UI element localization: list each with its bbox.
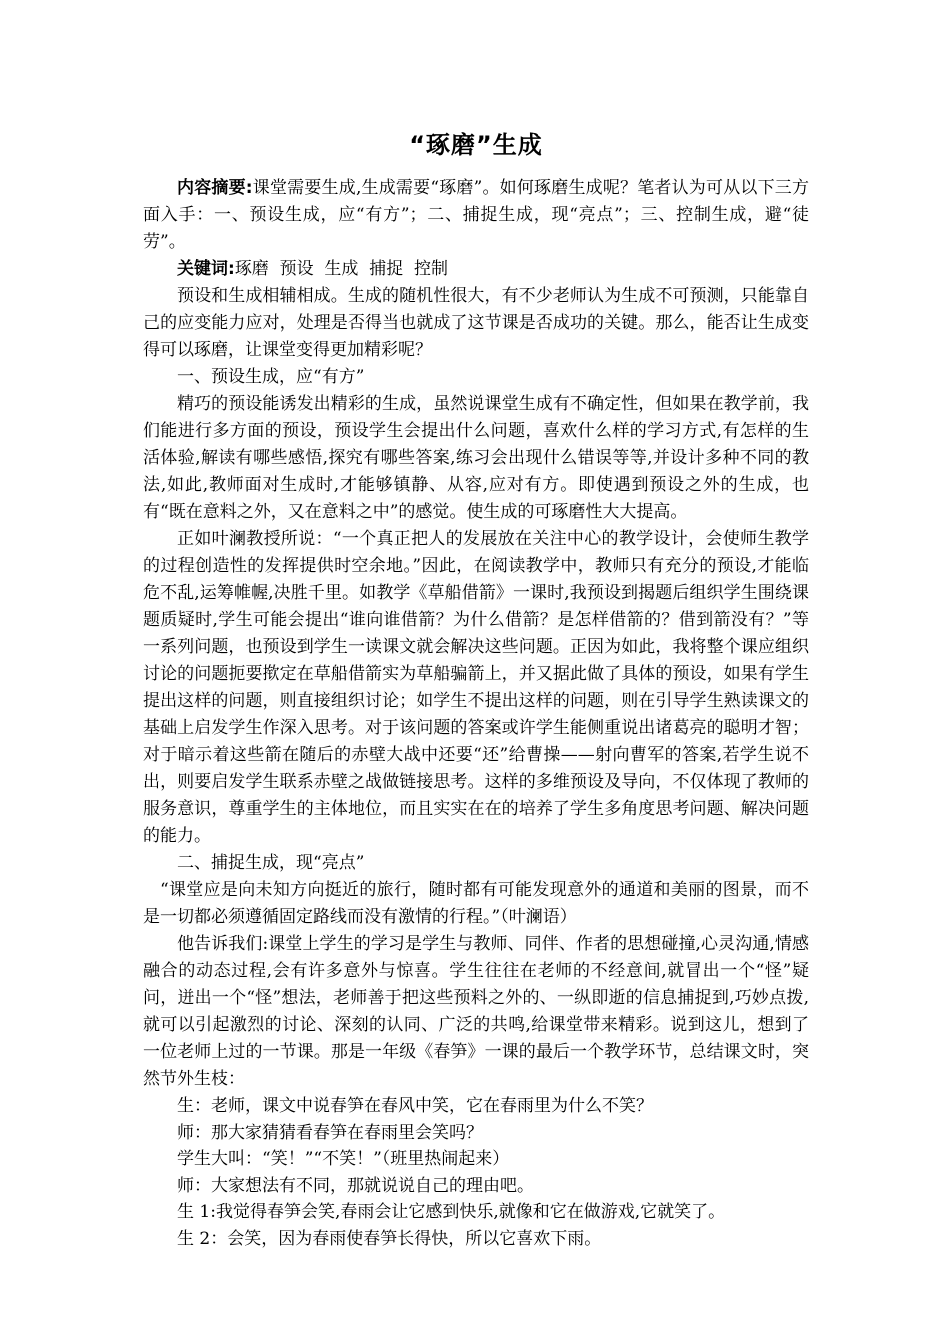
dialog-line: 生 1:我觉得春笋会笑,春雨会让它感到快乐,就像和它在做游戏,它就笑了。 (177, 1202, 726, 1223)
section1-paragraph-2: 正如叶澜教授所说：“一个真正把人的发展放在关注中心的教学设计，会使师生教学的过程创造性的发挥提供时空余地。”因此，在阅读教学中，教师只有充分的预设,才能临危不乱,运筹帷幄,决胜千里。如教学《草船借箭》一课时,我预设到揭题后组织学生围绕课题质疑时,学生可能会提出“谁向谁借箭？为什么借箭？是怎样借箭的？借到箭没有？”等一系列问题，也预设到学生一读课文就会解决这些问题。正因为如此，我将整个课应组织讨论的问题扼要揿定在草船借箭实为草船骗箭上，并又据此做了具体的预设，如果有学生提出这样的问题，则直接组织讨论；如学生不提出这样的问题，则在引导学生熟读课文的基础上启发学生作深入思考。对于该问题的答案或许学生能侧重说出诸葛亮的聪明才智；对于暗示着这些箭在随后的赤壁大战中还要“还”给曹操——射向曹军的答案,若学生说不出，则要启发学生联系赤壁之战做链接思考。这样的多维预设及导向，不仅体现了教师的服务意识，尊重学生的主体地位，而且实实在在的培养了学生多角度思考问题、解决问题的能力。 (143, 529, 809, 846)
abstract-paragraph (143, 175, 809, 256)
section1-heading: 一、预设生成，应“有方” (177, 367, 365, 387)
keywords-paragraph (143, 256, 809, 283)
classroom-dialog (143, 1093, 809, 1253)
section1-paragraph-1: 精巧的预设能诱发出精彩的生成，虽然说课堂生成有不确定性，但如果在教学前，我们能进行多方面的预设，预设学生会提出什么问题，喜欢什么样的学习方式,有怎样的生活体验,解读有哪些感悟,探究有哪些答案,练习会出现什么错误等等,并设计多种不同的教法,如此,教师面对生成时,才能够镇静、从容,应对有方。即使遇到预设之外的生成，也有“既在意料之外，又在意料之中”的感觉。使生成的可琢磨性大大提高。 (143, 394, 809, 522)
dialog-line: 生 2：会笑，因为春雨使春笋长得快，所以它喜欢下雨。 (177, 1228, 602, 1249)
section2-quote: “课堂应是向未知方向挺近的旅行，随时都有可能发现意外的通道和美丽的图景，而不是一切都必须遵循固定路线而没有激情的行程。”（叶澜语） (143, 880, 809, 927)
abstract-label: 内容摘要: (177, 178, 253, 198)
keywords-text: 琢磨 预设 生成 捕捉 控制 (234, 259, 449, 279)
dialog-line: 师：那大家猜猜看春笋在春雨里会笑吗？ (177, 1122, 483, 1143)
section2-heading: 二、捕捉生成，现“亮点” (177, 853, 365, 873)
dialog-line: 学生大叫：“笑！”“不笑！”（班里热闹起来） (177, 1149, 510, 1170)
intro-paragraph: 预设和生成相辅相成。生成的随机性很大，有不少老师认为生成不可预测，只能靠自己的应变能力应对，处理是否得当也就成了这节课是否成功的关键。那么，能否让生成变得可以琢磨，让课堂变得更加精彩呢？ (143, 286, 809, 360)
dialog-line: 生：老师，课文中说春笋在春风中笑，它在春雨里为什么不笑？ (177, 1096, 653, 1116)
section2-paragraph-1: 他告诉我们:课堂上学生的学习是学生与教师、同伴、作者的思想碰撞,心灵沟通,情感融合的动态过程,会有许多意外与惊喜。学生往往在老师的不经意间,就冒出一个“怪”疑问，迸出一个“怪”想法，老师善于把这些预料之外的、一纵即逝的信息捕捉到,巧妙点拨,就可以引起激烈的讨论、深刻的认同、广泛的共鸣,给课堂带来精彩。说到这儿，想到了一位老师上过的一节课。那是一年级《春笋》一课的最后一个教学环节，总结课文时，突然节外生枝： (143, 934, 809, 1089)
document-title: “琢磨”生成 (409, 131, 543, 159)
document-page (143, 125, 809, 1253)
dialog-line: 师：大家想法有不同，那就说说自己的理由吧。 (177, 1175, 534, 1196)
keywords-label: 关键词: (177, 259, 235, 279)
abstract-text: 课堂需要生成,生成需要“琢磨”。如何琢磨生成呢？笔者认为可从以下三方面入手：一、预设生成，应“有方”；二、捕捉生成，现“亮点”；三、控制生成，避“徒劳”。 (143, 178, 809, 252)
